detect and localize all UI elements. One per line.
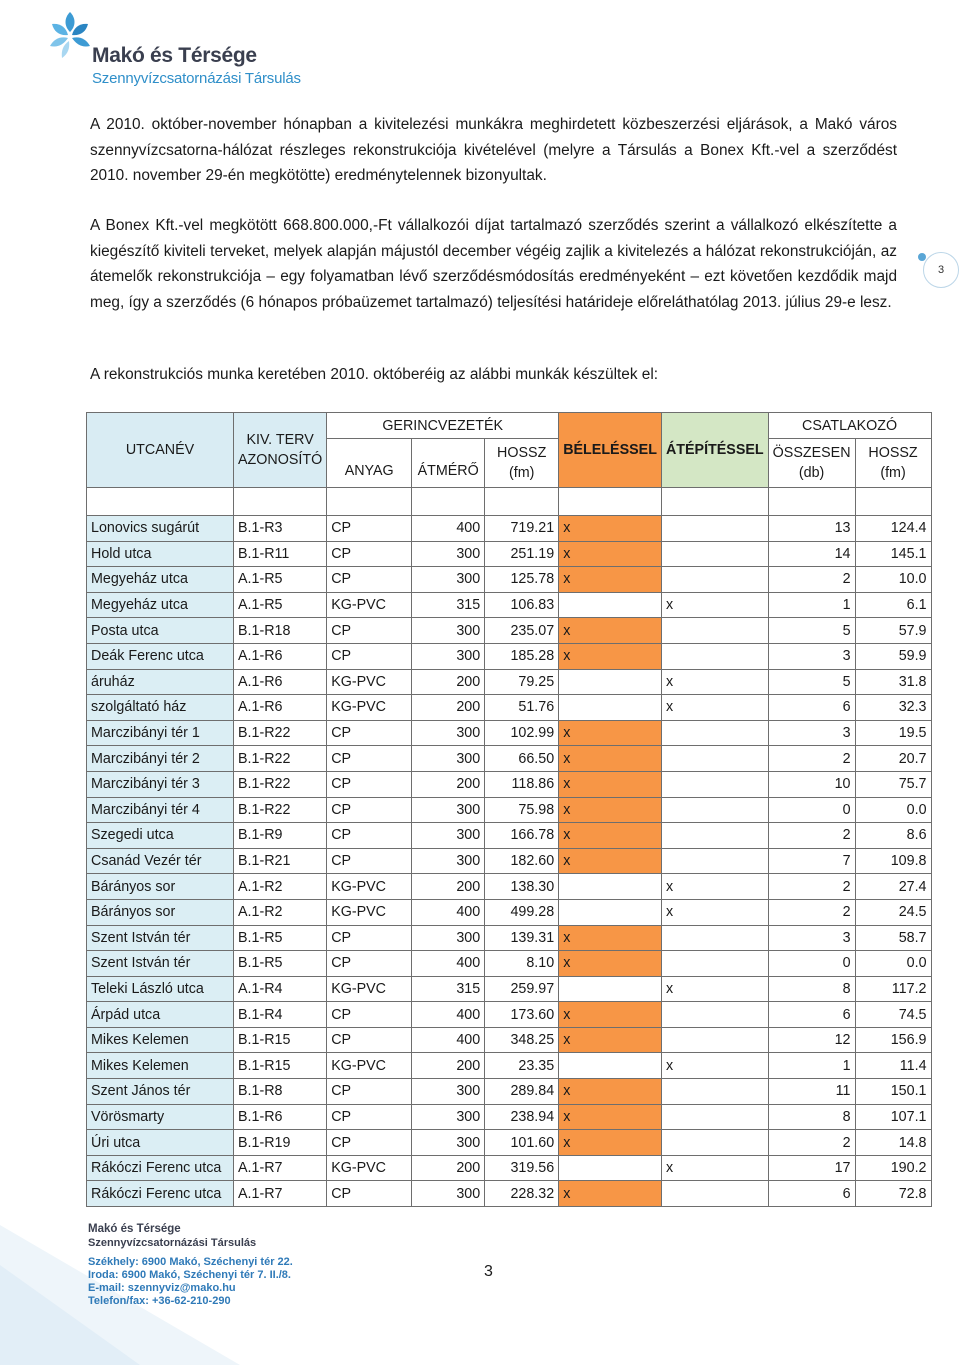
diameter-cell: 200 (412, 1155, 485, 1181)
connection-length-cell: 75.7 (855, 771, 931, 797)
connection-length-cell: 14.8 (855, 1130, 931, 1156)
diameter-cell: 400 (412, 951, 485, 977)
street-cell: Rákóczi Ferenc utca (87, 1181, 234, 1207)
rebuilt-cell (661, 797, 768, 823)
rebuilt-cell (661, 746, 768, 772)
table-row (87, 567, 932, 593)
street-cell: Bárányos sor (87, 874, 234, 900)
id-cell: A.1-R2 (234, 899, 327, 925)
count-cell: 2 (768, 899, 855, 925)
material-cell: KG-PVC (327, 976, 412, 1002)
connection-length-cell: 59.9 (855, 643, 931, 669)
lined-cell (559, 1155, 662, 1181)
material-cell: CP (327, 618, 412, 644)
footer-org-subtitle: Szennyvízcsatornázási Társulás (88, 1237, 257, 1249)
table-row (87, 1155, 932, 1181)
table-row (87, 925, 932, 951)
count-cell: 5 (768, 618, 855, 644)
street-cell: Szent János tér (87, 1079, 234, 1105)
count-cell: 6 (768, 1181, 855, 1207)
count-cell: 14 (768, 541, 855, 567)
id-cell: B.1-R3 (234, 516, 327, 542)
lined-cell (559, 695, 662, 721)
length-cell: 75.98 (485, 797, 559, 823)
table-row (87, 951, 932, 977)
diameter-cell: 300 (412, 1079, 485, 1105)
rebuilt-cell: x (661, 669, 768, 695)
id-cell: A.1-R2 (234, 874, 327, 900)
length-cell: 185.28 (485, 643, 559, 669)
connection-length-cell: 8.6 (855, 823, 931, 849)
diameter-cell: 300 (412, 618, 485, 644)
material-cell: CP (327, 1079, 412, 1105)
header-anyag: ANYAG (327, 439, 412, 488)
count-cell: 17 (768, 1155, 855, 1181)
rebuilt-cell (661, 567, 768, 593)
length-cell: 118.86 (485, 771, 559, 797)
paragraph-works-intro: A rekonstrukciós munka keretében 2010. októberéig az alábbi munkák készültek el: (90, 366, 659, 383)
table-row (87, 874, 932, 900)
street-cell: Marczibányi tér 2 (87, 746, 234, 772)
count-cell: 1 (768, 1053, 855, 1079)
paragraph-procurement: A 2010. október-november hónapban a kivitelezési munkákra meghirdetett közbeszerzési eljárások, a Makó város szennyvízcsatorna-hálózat részleges rekonstrukciója kivételével (melyre a Társulás a Bonex Kft.-vel a szerződést 2010. november 29-én megkötötte) eredménytelennek bizonyultak. (90, 116, 897, 185)
lined-cell: x (559, 1079, 662, 1105)
street-cell: Posta utca (87, 618, 234, 644)
table-row (87, 1104, 932, 1130)
length-cell: 106.83 (485, 592, 559, 618)
page-number: 3 (484, 1263, 493, 1280)
lined-cell: x (559, 771, 662, 797)
material-cell: CP (327, 567, 412, 593)
id-cell: B.1-R22 (234, 771, 327, 797)
count-cell: 1 (768, 592, 855, 618)
count-cell: 6 (768, 695, 855, 721)
lined-cell (559, 1053, 662, 1079)
material-cell: CP (327, 848, 412, 874)
count-cell: 3 (768, 925, 855, 951)
length-cell: 66.50 (485, 746, 559, 772)
diameter-cell: 300 (412, 720, 485, 746)
diameter-cell: 300 (412, 1181, 485, 1207)
id-cell: A.1-R7 (234, 1181, 327, 1207)
count-cell: 11 (768, 1079, 855, 1105)
rebuilt-cell: x (661, 976, 768, 1002)
table-row (87, 976, 932, 1002)
id-cell: A.1-R5 (234, 592, 327, 618)
street-cell: Hold utca (87, 541, 234, 567)
header-atmero: ÁTMÉRŐ (412, 439, 485, 488)
table-row (87, 1053, 932, 1079)
id-cell: B.1-R11 (234, 541, 327, 567)
connection-length-cell: 10.0 (855, 567, 931, 593)
header-gerincvezetek: GERINCVEZETÉK (327, 413, 559, 439)
lined-cell (559, 874, 662, 900)
material-cell: CP (327, 925, 412, 951)
id-cell: A.1-R7 (234, 1155, 327, 1181)
connection-length-cell: 124.4 (855, 516, 931, 542)
org-subtitle: Szennyvízcsatornázási Társulás (92, 70, 301, 87)
id-cell: B.1-R8 (234, 1079, 327, 1105)
id-cell: B.1-R4 (234, 1002, 327, 1028)
length-cell: 79.25 (485, 669, 559, 695)
lined-cell: x (559, 1130, 662, 1156)
length-cell: 348.25 (485, 1027, 559, 1053)
street-cell: Megyeház utca (87, 567, 234, 593)
length-cell: 228.32 (485, 1181, 559, 1207)
street-cell: Mikes Kelemen (87, 1027, 234, 1053)
connection-length-cell: 145.1 (855, 541, 931, 567)
diameter-cell: 400 (412, 516, 485, 542)
length-cell: 101.60 (485, 1130, 559, 1156)
length-cell: 8.10 (485, 951, 559, 977)
length-cell: 173.60 (485, 1002, 559, 1028)
table-row (87, 618, 932, 644)
rebuilt-cell (661, 1130, 768, 1156)
id-cell: A.1-R6 (234, 695, 327, 721)
table-row (87, 848, 932, 874)
street-cell: Marczibányi tér 4 (87, 797, 234, 823)
header-utcanev: UTCANÉV (87, 413, 234, 488)
id-cell: B.1-R19 (234, 1130, 327, 1156)
side-page-number: 3 (923, 252, 959, 288)
diameter-cell: 300 (412, 848, 485, 874)
material-cell: KG-PVC (327, 592, 412, 618)
material-cell: CP (327, 951, 412, 977)
table-row (87, 899, 932, 925)
street-cell: Vörösmarty (87, 1104, 234, 1130)
id-cell: B.1-R5 (234, 925, 327, 951)
count-cell: 0 (768, 797, 855, 823)
lined-cell: x (559, 516, 662, 542)
rebuilt-cell (661, 771, 768, 797)
diameter-cell: 200 (412, 874, 485, 900)
length-cell: 138.30 (485, 874, 559, 900)
footer-contact (88, 1222, 293, 1308)
count-cell: 3 (768, 643, 855, 669)
length-cell: 289.84 (485, 1079, 559, 1105)
length-cell: 251.19 (485, 541, 559, 567)
diameter-cell: 200 (412, 1053, 485, 1079)
table-row (87, 1130, 932, 1156)
count-cell: 12 (768, 1027, 855, 1053)
lined-cell (559, 976, 662, 1002)
connection-length-cell: 31.8 (855, 669, 931, 695)
length-cell: 139.31 (485, 925, 559, 951)
material-cell: CP (327, 516, 412, 542)
count-cell: 2 (768, 874, 855, 900)
rebuilt-cell: x (661, 1155, 768, 1181)
count-cell: 2 (768, 823, 855, 849)
count-cell: 7 (768, 848, 855, 874)
table-row (87, 1079, 932, 1105)
rebuilt-cell (661, 951, 768, 977)
material-cell: CP (327, 1181, 412, 1207)
count-cell: 3 (768, 720, 855, 746)
header-cs-hossz: HOSSZ (fm) (855, 439, 931, 488)
lined-cell: x (559, 618, 662, 644)
id-cell: B.1-R22 (234, 720, 327, 746)
street-cell: Szent István tér (87, 951, 234, 977)
lined-cell: x (559, 643, 662, 669)
material-cell: CP (327, 1130, 412, 1156)
diameter-cell: 300 (412, 746, 485, 772)
lined-cell: x (559, 1181, 662, 1207)
table-row (87, 797, 932, 823)
count-cell: 0 (768, 951, 855, 977)
count-cell: 2 (768, 567, 855, 593)
street-cell: Rákóczi Ferenc utca (87, 1155, 234, 1181)
length-cell: 235.07 (485, 618, 559, 644)
lined-cell: x (559, 925, 662, 951)
id-cell: B.1-R9 (234, 823, 327, 849)
snowflake-logo-icon (40, 8, 100, 68)
header-beleles: BÉLELÉSSEL (559, 413, 662, 488)
table-row (87, 1181, 932, 1207)
street-cell: Teleki László utca (87, 976, 234, 1002)
rebuilt-cell: x (661, 695, 768, 721)
diameter-cell: 315 (412, 592, 485, 618)
diameter-cell: 400 (412, 1027, 485, 1053)
connection-length-cell: 24.5 (855, 899, 931, 925)
rebuilt-cell (661, 720, 768, 746)
connection-length-cell: 6.1 (855, 592, 931, 618)
works-table (86, 412, 932, 1207)
material-cell: CP (327, 720, 412, 746)
connection-length-cell: 32.3 (855, 695, 931, 721)
material-cell: CP (327, 1027, 412, 1053)
length-cell: 125.78 (485, 567, 559, 593)
footer-org-name: Makó és Térsége (88, 1223, 181, 1235)
paragraph-contract: A Bonex Kft.-vel megkötött 668.800.000,-Ft vállalkozói díjat tartalmazó szerződés szerint a vállalkozó elkészítette a kiegészítő kiviteli terveket, melyek alapján májustól december végéig zajlik a kivitelezés a hálózat rekonstrukcióján, az átemelők rekonstrukciója – egy folyamatban lévő szerződésmódosítás eredményeként – ezt követően kezdődik majd meg, így a szerződés (6 hónapos próbaüzemet tartalmazó) teljesítési határideje előreláthatólag 2013. július 29-e lesz. (90, 217, 897, 311)
lined-cell: x (559, 951, 662, 977)
diameter-cell: 300 (412, 643, 485, 669)
lined-cell: x (559, 541, 662, 567)
count-cell: 8 (768, 976, 855, 1002)
header-kiv-terv: KIV. TERV AZONOSÍTÓ (234, 413, 327, 488)
id-cell: B.1-R18 (234, 618, 327, 644)
material-cell: CP (327, 1104, 412, 1130)
id-cell: B.1-R6 (234, 1104, 327, 1130)
table-row (87, 592, 932, 618)
material-cell: KG-PVC (327, 695, 412, 721)
material-cell: CP (327, 1002, 412, 1028)
table-row (87, 771, 932, 797)
footer-email: E-mail: szennyviz@mako.hu (88, 1282, 236, 1294)
material-cell: CP (327, 823, 412, 849)
id-cell: B.1-R15 (234, 1027, 327, 1053)
lined-cell: x (559, 823, 662, 849)
id-cell: A.1-R4 (234, 976, 327, 1002)
footer-address: Székhely: 6900 Makó, Széchenyi tér 22. (88, 1256, 293, 1268)
connection-length-cell: 190.2 (855, 1155, 931, 1181)
length-cell: 319.56 (485, 1155, 559, 1181)
material-cell: CP (327, 797, 412, 823)
material-cell: CP (327, 771, 412, 797)
connection-length-cell: 57.9 (855, 618, 931, 644)
id-cell: B.1-R22 (234, 746, 327, 772)
id-cell: A.1-R5 (234, 567, 327, 593)
diameter-cell: 300 (412, 823, 485, 849)
count-cell: 2 (768, 746, 855, 772)
rebuilt-cell (661, 848, 768, 874)
id-cell: A.1-R6 (234, 643, 327, 669)
length-cell: 182.60 (485, 848, 559, 874)
material-cell: CP (327, 541, 412, 567)
rebuilt-cell (661, 618, 768, 644)
footer-phone: Telefon/fax: +36-62-210-290 (88, 1295, 231, 1307)
table-row (87, 823, 932, 849)
diameter-cell: 200 (412, 669, 485, 695)
street-cell: Szent István tér (87, 925, 234, 951)
material-cell: KG-PVC (327, 1053, 412, 1079)
lined-cell: x (559, 567, 662, 593)
length-cell: 259.97 (485, 976, 559, 1002)
rebuilt-cell (661, 541, 768, 567)
diameter-cell: 300 (412, 567, 485, 593)
street-cell: Lonovics sugárút (87, 516, 234, 542)
street-cell: Deák Ferenc utca (87, 643, 234, 669)
lined-cell (559, 669, 662, 695)
length-cell: 719.21 (485, 516, 559, 542)
length-cell: 499.28 (485, 899, 559, 925)
id-cell: B.1-R22 (234, 797, 327, 823)
lined-cell (559, 592, 662, 618)
header-csatlakozo: CSATLAKOZÓ (768, 413, 931, 439)
header-atepites: ÁTÉPÍTÉSSEL (661, 413, 768, 488)
lined-cell: x (559, 797, 662, 823)
street-cell: Csanád Vezér tér (87, 848, 234, 874)
org-name: Makó és Térsége (92, 44, 257, 67)
street-cell: szolgáltató ház (87, 695, 234, 721)
header-hossz: HOSSZ (fm) (485, 439, 559, 488)
lined-cell: x (559, 1104, 662, 1130)
connection-length-cell: 109.8 (855, 848, 931, 874)
lined-cell: x (559, 720, 662, 746)
table-row (87, 1027, 932, 1053)
street-cell: Marczibányi tér 1 (87, 720, 234, 746)
connection-length-cell: 117.2 (855, 976, 931, 1002)
rebuilt-cell (661, 643, 768, 669)
id-cell: A.1-R6 (234, 669, 327, 695)
connection-length-cell: 0.0 (855, 797, 931, 823)
rebuilt-cell: x (661, 874, 768, 900)
connection-length-cell: 19.5 (855, 720, 931, 746)
diameter-cell: 400 (412, 1002, 485, 1028)
diameter-cell: 300 (412, 1104, 485, 1130)
lined-cell: x (559, 1027, 662, 1053)
org-logo (40, 8, 320, 88)
diameter-cell: 400 (412, 899, 485, 925)
street-cell: Megyeház utca (87, 592, 234, 618)
material-cell: KG-PVC (327, 669, 412, 695)
count-cell: 10 (768, 771, 855, 797)
table-row (87, 695, 932, 721)
diameter-cell: 200 (412, 695, 485, 721)
length-cell: 23.35 (485, 1053, 559, 1079)
connection-length-cell: 58.7 (855, 925, 931, 951)
lined-cell: x (559, 746, 662, 772)
connection-length-cell: 20.7 (855, 746, 931, 772)
count-cell: 2 (768, 1130, 855, 1156)
connection-length-cell: 74.5 (855, 1002, 931, 1028)
street-cell: Szegedi utca (87, 823, 234, 849)
diameter-cell: 315 (412, 976, 485, 1002)
material-cell: CP (327, 643, 412, 669)
rebuilt-cell (661, 516, 768, 542)
rebuilt-cell (661, 1002, 768, 1028)
street-cell: Árpád utca (87, 1002, 234, 1028)
diameter-cell: 300 (412, 1130, 485, 1156)
lined-cell: x (559, 848, 662, 874)
count-cell: 13 (768, 516, 855, 542)
table-row (87, 720, 932, 746)
count-cell: 8 (768, 1104, 855, 1130)
rebuilt-cell (661, 1027, 768, 1053)
rebuilt-cell (661, 1181, 768, 1207)
rebuilt-cell (661, 1079, 768, 1105)
id-cell: B.1-R15 (234, 1053, 327, 1079)
connection-length-cell: 72.8 (855, 1181, 931, 1207)
table-row (87, 516, 932, 542)
connection-length-cell: 27.4 (855, 874, 931, 900)
table-row (87, 669, 932, 695)
rebuilt-cell (661, 925, 768, 951)
id-cell: B.1-R5 (234, 951, 327, 977)
header-osszesen: ÖSSZESEN (db) (768, 439, 855, 488)
diameter-cell: 200 (412, 771, 485, 797)
material-cell: CP (327, 746, 412, 772)
rebuilt-cell (661, 1104, 768, 1130)
rebuilt-cell (661, 823, 768, 849)
count-cell: 6 (768, 1002, 855, 1028)
diameter-cell: 300 (412, 797, 485, 823)
length-cell: 166.78 (485, 823, 559, 849)
id-cell: B.1-R21 (234, 848, 327, 874)
street-cell: Mikes Kelemen (87, 1053, 234, 1079)
length-cell: 102.99 (485, 720, 559, 746)
rebuilt-cell: x (661, 1053, 768, 1079)
connection-length-cell: 150.1 (855, 1079, 931, 1105)
table-row (87, 643, 932, 669)
table-row (87, 541, 932, 567)
street-cell: Úri utca (87, 1130, 234, 1156)
street-cell: Bárányos sor (87, 899, 234, 925)
material-cell: KG-PVC (327, 899, 412, 925)
material-cell: KG-PVC (327, 874, 412, 900)
street-cell: áruház (87, 669, 234, 695)
connection-length-cell: 11.4 (855, 1053, 931, 1079)
lined-cell: x (559, 1002, 662, 1028)
street-cell: Marczibányi tér 3 (87, 771, 234, 797)
material-cell: KG-PVC (327, 1155, 412, 1181)
footer-office: Iroda: 6900 Makó, Széchenyi tér 7. II./8. (88, 1269, 291, 1281)
rebuilt-cell: x (661, 592, 768, 618)
diameter-cell: 300 (412, 925, 485, 951)
connection-length-cell: 107.1 (855, 1104, 931, 1130)
length-cell: 51.76 (485, 695, 559, 721)
diameter-cell: 300 (412, 541, 485, 567)
rebuilt-cell: x (661, 899, 768, 925)
table-row (87, 1002, 932, 1028)
length-cell: 238.94 (485, 1104, 559, 1130)
count-cell: 5 (768, 669, 855, 695)
spacer-row (87, 488, 932, 516)
connection-length-cell: 156.9 (855, 1027, 931, 1053)
lined-cell (559, 899, 662, 925)
table-row (87, 746, 932, 772)
connection-length-cell: 0.0 (855, 951, 931, 977)
